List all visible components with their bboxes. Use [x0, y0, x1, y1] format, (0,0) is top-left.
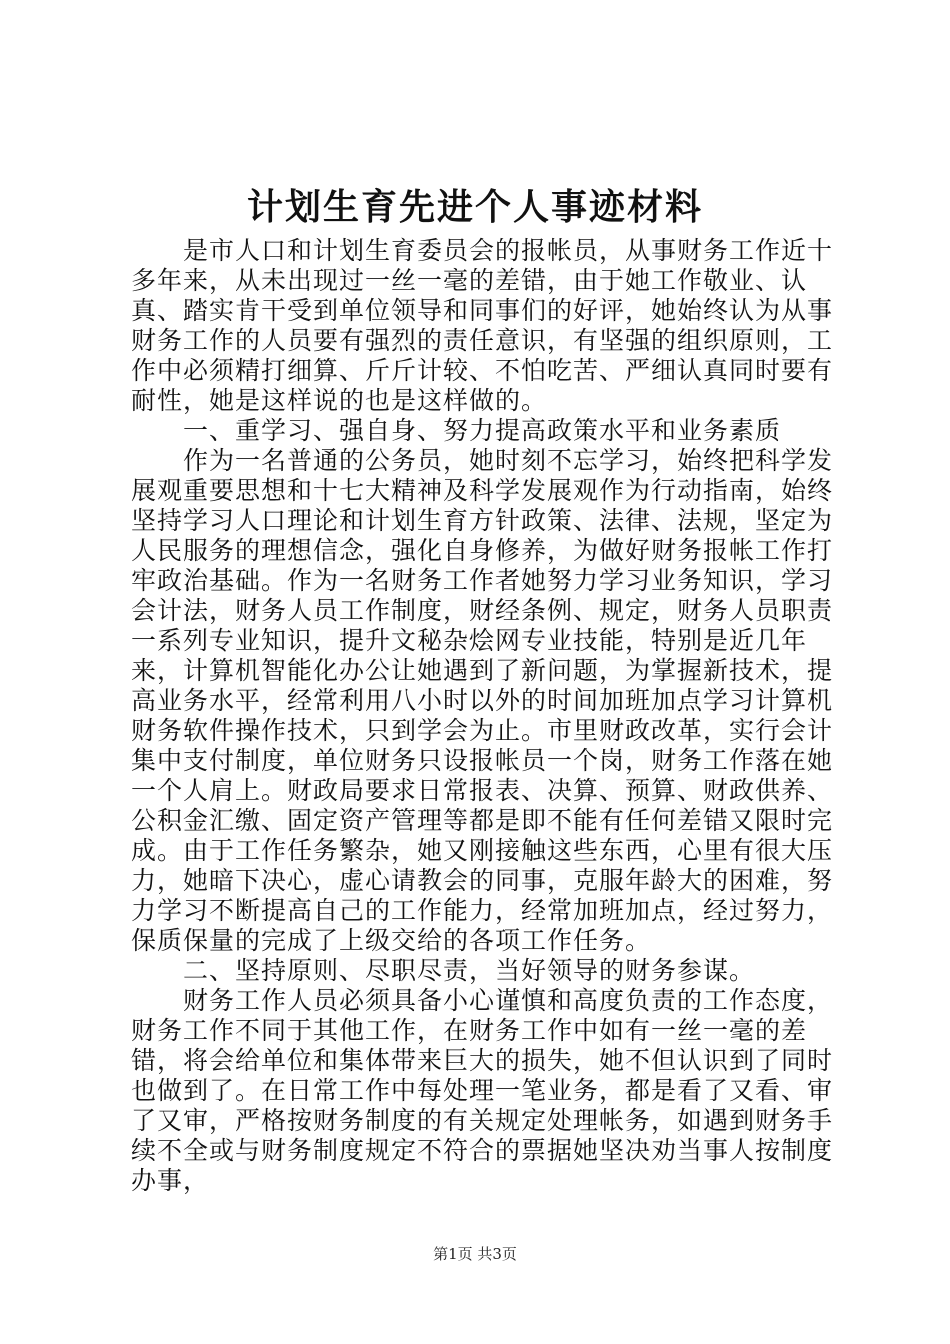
section-2-paragraph: 财务工作人员必须具备小心谨慎和高度负责的工作态度，财务工作不同于其他工作，在财务工作中如有一丝一毫的差错，将会给单位和集体带来巨大的损失，她不但认识到了同时也做到了。在日常工作中每处理一笔业务，都是看了又看、审了又审，严格按财务制度的有关规定处理帐务，如遇到财务手续不全或与财务制度规定不符合的票据她坚决劝当事人按制度办事， [131, 986, 834, 1195]
section-heading-2: 二、坚持原则、尽职尽责，当好领导的财务参谋。 [183, 956, 756, 985]
document-body [131, 236, 847, 1196]
intro-paragraph: 是市人口和计划生育委员会的报帐员，从事财务工作近十多年来，从未出现过一丝一毫的差错，由于她工作敬业、认真、踏实肯干受到单位领导和同事们的好评，她始终认为从事财务工作的人员要有强烈的责任意识，有坚强的组织原则，工作中必须精打细算、斤斤计较、不怕吃苦、严细认真同时要有耐性，她是这样说的也是这样做的。 [131, 236, 834, 415]
page-footer: 第1页 共3页 [433, 1245, 517, 1263]
document-title: 计划生育先进个人事迹材料 [246, 187, 703, 228]
section-heading-1: 一、重学习、强自身、努力提高政策水平和业务素质 [183, 416, 782, 445]
section-1-paragraph: 作为一名普通的公务员，她时刻不忘学习，始终把科学发展观重要思想和十七大精神及科学发展观作为行动指南，始终坚持学习人口理论和计划生育方针政策、法律、法规，坚定为人民服务的理想信念，强化自身修养，为做好财务报帐工作打牢政治基础。作为一名财务工作者她努力学习业务知识，学习会计法，财务人员工作制度，财经条例、规定，财务人员职责一系列专业知识，提升文秘杂烩网专业技能，特别是近几年来，计算机智能化办公让她遇到了新问题，为掌握新技术，提高业务水平，经常利用八小时以外的时间加班加点学习计算机财务软件操作技术，只到学会为止。市里财政改革，实行会计集中支付制度，单位财务只设报帐员一个岗，财务工作落在她一个人肩上。财政局要求日常报表、决算、预算、财政供养、公积金汇缴、固定资产管理等都是即不能有任何差错又限时完成。由于工作任务繁杂，她又刚接触这些东西，心里有很大压力，她暗下决心，虚心请教会的同事，克服年龄大的困难，努力学习不断提高自己的工作能力，经常加班加点，经过努力，保质保量的完成了上级交给的各项工作任务。 [131, 446, 834, 955]
